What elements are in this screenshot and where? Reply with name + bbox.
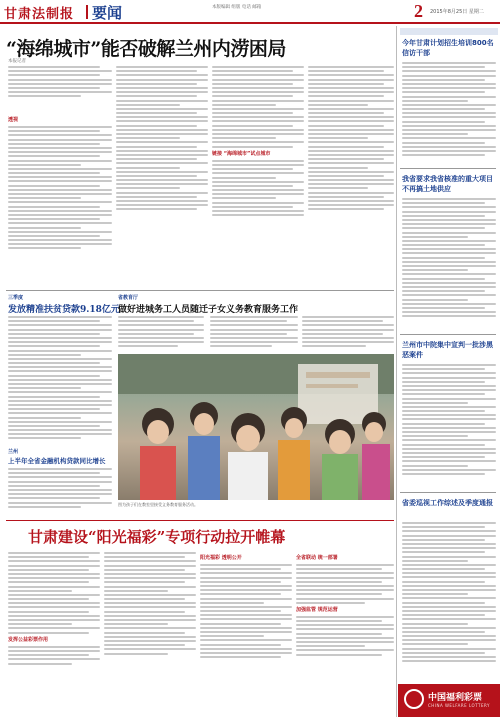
brief-2-kicker: 兰州 (8, 449, 19, 455)
sidebar-headline-2: 我省要求我省核准的重大项目不再搞土地供应 (402, 175, 493, 193)
divider (6, 290, 394, 291)
center-column-3 (302, 316, 394, 352)
news-photo (118, 354, 394, 500)
lead-subhead-1: 透视 (8, 117, 19, 123)
lead-subhead-2: 链接 “海绵城市”试点城市 (212, 150, 271, 157)
sidebar-rule (400, 168, 496, 169)
issue-date: 2015年8月25日 星期二 (430, 9, 484, 15)
masthead (0, 0, 500, 24)
sidebar-divider (396, 26, 397, 717)
brief-2-body (8, 468, 112, 514)
sidebar-headline-3: 兰州市中院集中宣判一批涉黑恶案件 (402, 341, 493, 359)
bottom-column-4 (296, 552, 394, 714)
sidebar-header-bar (400, 28, 498, 35)
center-column-1 (118, 316, 204, 352)
divider-red (6, 520, 394, 521)
center-kicker: 省教育厅 (118, 295, 139, 301)
bottom-subhead-1: 发挥公益彩票作用 (8, 636, 49, 643)
sidebar-headline-4: 省委巡视工作综述及季度通报 (402, 499, 493, 507)
lead-byline: 本报记者 (8, 59, 26, 64)
bottom-subhead-3: 全省联动 统一部署 (296, 555, 338, 561)
ad-subtitle: CHINA WELFARE LOTTERY (428, 703, 490, 708)
sidebar-rule (400, 492, 496, 493)
center-headline: 做好进城务工人员随迁子女义务教育服务工作 (118, 305, 299, 315)
sidebar-headline-1: 今年甘肃计划招生培训800名信访干部 (402, 39, 494, 57)
bottom-subhead-4: 加强监管 规范运营 (296, 606, 338, 613)
bottom-column-3 (200, 552, 292, 714)
bottom-column-2 (104, 552, 196, 714)
brief-1-kicker: 三季度 (8, 295, 24, 301)
bottom-subhead-2: 阳光福彩 透明公开 (200, 555, 242, 561)
lead-headline: “海绵城市”能否破解兰州内涝困局 (6, 38, 286, 60)
lead-column-2 (116, 66, 208, 288)
sidebar-body-2 (402, 198, 496, 328)
bottom-headline: 甘肃建设“阳光福彩”专项行动拉开帷幕 (28, 528, 286, 546)
children-photo-illustration (118, 354, 394, 500)
lead-column-1 (8, 114, 112, 314)
lottery-logo-icon (404, 689, 424, 709)
brief-2-headline: 上半年全省金融机构贷款同比增长 (8, 457, 106, 465)
lead-column-4 (308, 66, 394, 288)
lead-column-3 (212, 66, 304, 288)
sidebar-body-4 (402, 522, 496, 678)
photo-caption: 图为孩子们在教室里接受义务教育服务活动。 (118, 502, 198, 507)
sidebar-body-1 (402, 62, 496, 162)
section-title: 要闻 (92, 4, 123, 22)
sidebar-body-3 (402, 364, 496, 486)
bottom-column-1 (8, 552, 100, 714)
brief-1-headline: 发放精准扶贫贷款9.18亿元 (8, 305, 120, 315)
brief-1-body (8, 316, 112, 440)
ad-title: 中国福利彩票 (428, 693, 483, 703)
page-number: 2 (414, 1, 423, 21)
masthead-meta: 本版编辑 组版 电话 邮箱 (212, 5, 262, 10)
newspaper-logo: 甘肃法制报 (4, 7, 75, 22)
center-column-2 (210, 316, 298, 352)
sidebar-rule (400, 334, 496, 335)
